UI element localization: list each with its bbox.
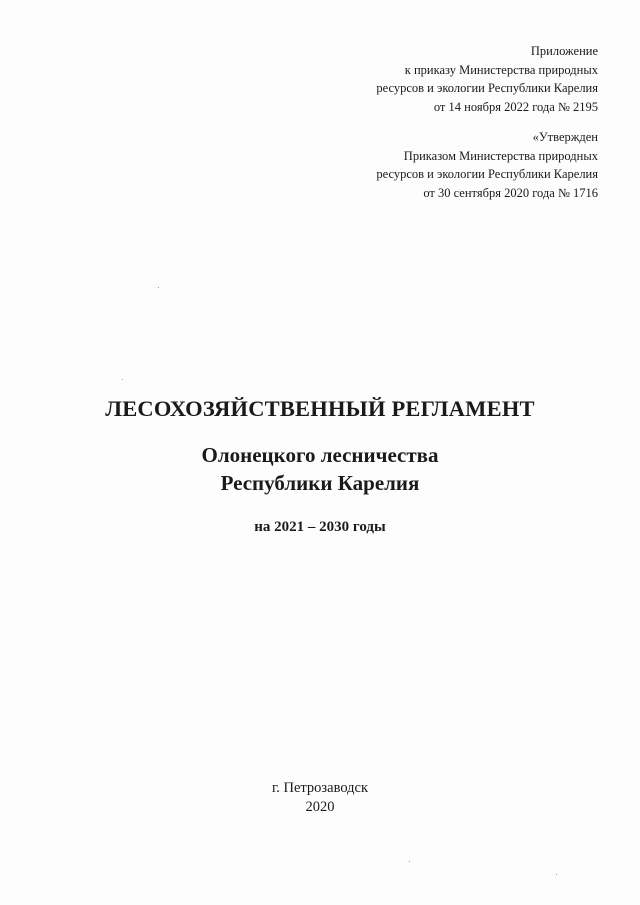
annex-date-number: от 14 ноября 2022 года № 2195 bbox=[433, 99, 598, 114]
scan-speck bbox=[158, 287, 159, 288]
place-city: г. Петрозаводск bbox=[271, 780, 369, 796]
document-title: ЛЕСОХОЗЯЙСТВЕННЫЙ РЕГЛАМЕНТ bbox=[105, 396, 535, 421]
scan-speck bbox=[122, 379, 123, 380]
subtitle-forestry: Олонецкого лесничества bbox=[201, 443, 439, 467]
approval-stamp-text bbox=[298, 128, 598, 202]
scan-speck bbox=[409, 861, 410, 862]
document-place-year bbox=[0, 779, 640, 817]
place-year: 2020 bbox=[305, 799, 335, 815]
annex-label: Приложение bbox=[530, 44, 598, 58]
document-subtitle bbox=[0, 441, 640, 497]
approved-label: «Утвержден bbox=[532, 130, 598, 144]
subtitle-region: Республики Карелия bbox=[220, 471, 420, 495]
document-period: на 2021 – 2030 годы bbox=[254, 519, 386, 535]
approved-order-reference: Приказом Министерства природных bbox=[403, 148, 598, 163]
scan-speck bbox=[556, 874, 557, 875]
approved-date-number: от 30 сентября 2020 года № 1716 bbox=[423, 185, 598, 200]
annex-header bbox=[298, 42, 598, 116]
annex-ministry: ресурсов и экологии Республики Карелия bbox=[376, 81, 598, 95]
approved-ministry: ресурсов и экологии Республики Карелия bbox=[376, 167, 598, 181]
annex-order-reference: к приказу Министерства природных bbox=[404, 62, 598, 77]
